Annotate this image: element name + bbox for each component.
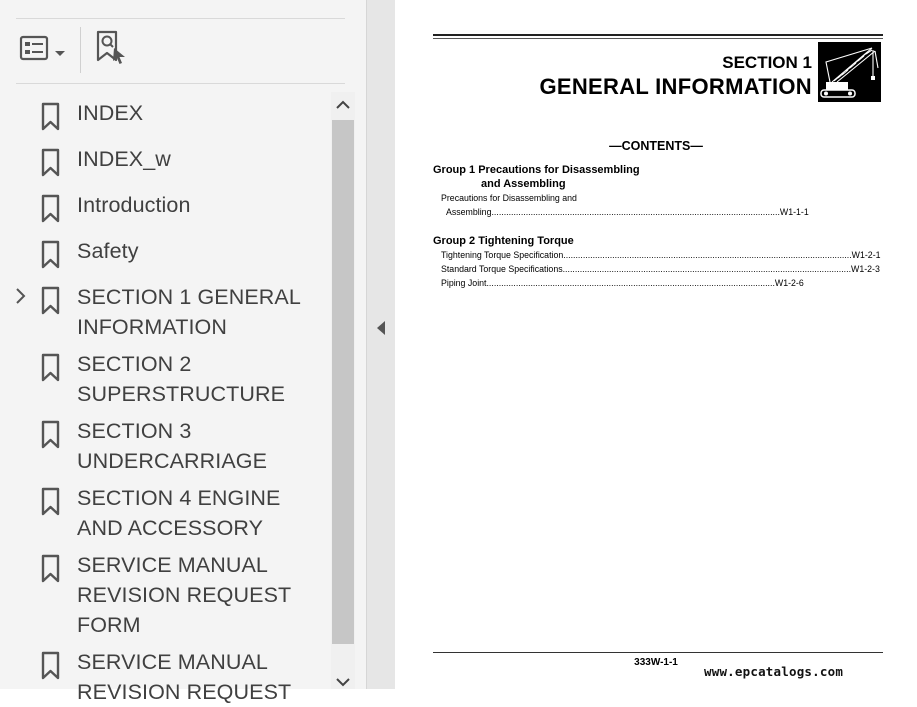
crane-illustration (818, 42, 881, 102)
bookmarks-toolbar (16, 18, 345, 84)
triangle-left-icon (376, 320, 386, 341)
collapse-panel-button[interactable] (373, 318, 389, 342)
toc-entry-text: Tightening Torque Specification (441, 250, 564, 260)
bookmark-label: SECTION 4 ENGINE AND ACCESSORY (77, 486, 281, 540)
toc-entry-text: Assembling (446, 207, 492, 217)
toolbar-divider (80, 27, 81, 73)
bookmark-icon (40, 194, 62, 224)
bookmark-icon (40, 554, 62, 584)
group-2-title: Group 2 Tightening Torque (433, 235, 574, 247)
scroll-up-button[interactable] (331, 92, 355, 120)
toc-entry-text: Standard Torque Specifications (441, 264, 563, 274)
bookmark-label: INDEX_w (77, 147, 171, 171)
bookmark-label: SECTION 1 GENERAL INFORMATION (77, 285, 301, 339)
bookmark-icon (40, 487, 62, 517)
group-1-title-cont: and Assembling (481, 178, 566, 190)
contents-heading: —CONTENTS— (609, 139, 703, 153)
bookmark-label: SERVICE MANUAL REVISION REQUEST FORM (77, 553, 291, 637)
header-rule (433, 34, 883, 36)
toc-entry[interactable] (441, 263, 880, 276)
scroll-down-button[interactable] (331, 674, 355, 689)
section-number: SECTION 1 (722, 53, 812, 72)
toc-entry-page: W1-2-1 (851, 250, 881, 260)
chevron-down-icon (336, 674, 350, 692)
toc-entry[interactable] (441, 277, 804, 290)
footer-rule (433, 652, 883, 653)
find-current-bookmark-button[interactable] (92, 31, 130, 69)
toc-entry-text: Piping Joint (441, 278, 487, 288)
bookmark-label: SECTION 2 SUPERSTRUCTURE (77, 352, 286, 406)
options-menu-button[interactable] (16, 33, 70, 67)
bookmark-label: Safety (77, 239, 139, 263)
bookmark-icon (40, 420, 62, 450)
toc-entry-text: Precautions for Disassembling and (441, 193, 577, 203)
document-page (396, 0, 917, 689)
page-footer-code: 333W-1-1 (634, 657, 678, 668)
toc-leader-dots (491, 206, 779, 219)
bookmark-scrollbar[interactable] (331, 92, 355, 689)
toc-entry[interactable] (441, 249, 881, 262)
bookmark-icon (40, 240, 62, 270)
chevron-right-icon[interactable] (14, 288, 28, 304)
section-title: GENERAL INFORMATION (539, 74, 812, 99)
panel-splitter[interactable] (367, 0, 395, 689)
toc-leader-dots (563, 263, 851, 276)
group-1-title: Group 1 Precautions for Disassembling (433, 164, 640, 176)
chevron-down-icon (54, 45, 66, 63)
bookmarks-panel (0, 0, 367, 704)
bookmark-icon (40, 651, 62, 681)
toc-leader-dots (563, 249, 851, 262)
bookmark-label: SERVICE MANUAL REVISION REQUEST (77, 650, 292, 704)
find-bookmark-icon (94, 30, 128, 71)
header-rule (433, 38, 883, 39)
chevron-up-icon (336, 97, 350, 115)
bookmark-list (14, 92, 330, 704)
bookmark-label: Introduction (77, 193, 191, 217)
toc-entry-page: W1-1-1 (779, 207, 809, 217)
toc-entry[interactable] (446, 206, 809, 219)
toc-leader-dots (486, 277, 774, 290)
watermark-text: www.epcatalogs.com (704, 664, 844, 679)
bookmark-icon (40, 286, 62, 316)
toc-entry-page: W1-2-3 (851, 264, 880, 274)
scrollbar-thumb[interactable] (332, 120, 354, 644)
toc-entry-page: W1-2-6 (774, 278, 804, 288)
bookmark-icon (40, 102, 62, 132)
bookmark-icon (40, 148, 62, 178)
bookmark-label: INDEX (77, 101, 144, 125)
bookmark-icon (40, 353, 62, 383)
bookmark-label: SECTION 3 UNDERCARRIAGE (77, 419, 268, 473)
